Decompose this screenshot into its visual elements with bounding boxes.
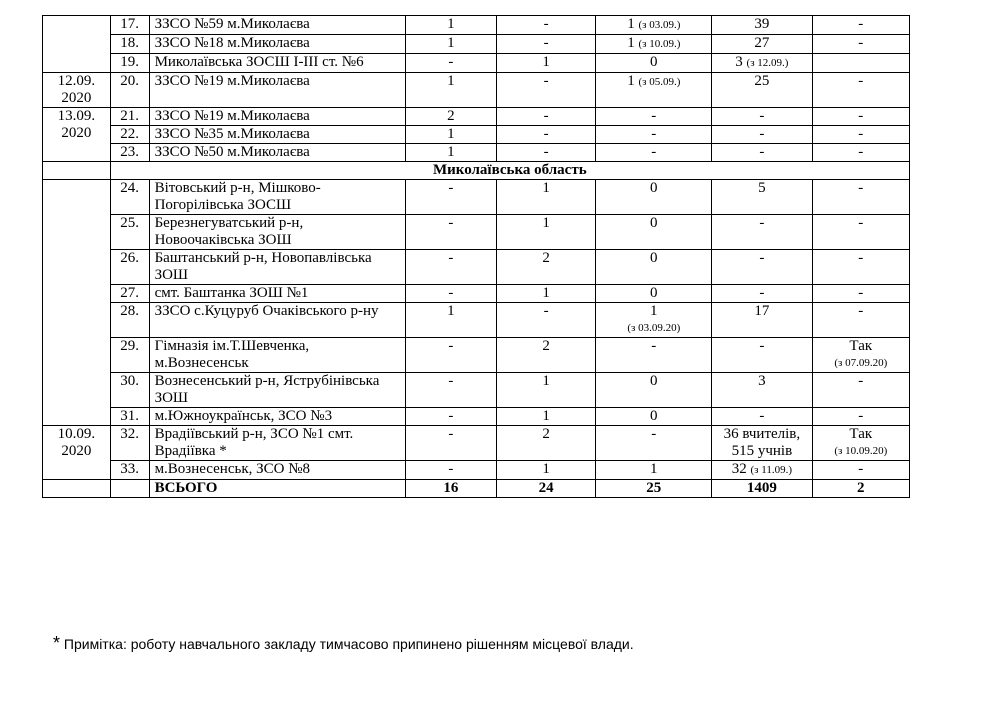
table-row: 30. Вознесенський р-н, Яструбінівська ЗОШ - 1 0 3 - <box>43 373 910 408</box>
date-cell <box>43 16 111 73</box>
table-row: 26. Баштанський р-н, Новопавлівська ЗОШ - 2 0 - - <box>43 250 910 285</box>
table-row: 28. ЗЗСО с.Куцуруб Очаківського р-ну 1 - 1 (з 03.09.20) 17 - <box>43 303 910 338</box>
table-row: 17. ЗЗСО №59 м.Миколаєва 1 - 1 (з 03.09.) 39 - <box>43 16 910 35</box>
table-row: 31. м.Южноукраїнськ, ЗСО №3 - 1 0 - - <box>43 408 910 426</box>
region-row <box>43 162 910 180</box>
table-row: 13.09. 2020 21. ЗЗСО №19 м.Миколаєва 2 - - - - <box>43 108 910 126</box>
table-row: 10.09. 2020 32. Врадіївський р-н, ЗСО №1 смт. Врадіївка * - 2 - 36 вчителів, 515 учнів Так (з 10.09.20) <box>43 426 910 461</box>
table-row: 29. Гімназія ім.Т.Шевченка, м.Вознесенськ - 2 - - Так (з 07.09.20) <box>43 338 910 373</box>
footnote-star: * <box>53 633 61 653</box>
table-row: 22. ЗЗСО №35 м.Миколаєва 1 - - - - <box>43 126 910 144</box>
date-cell: 13.09. 2020 <box>43 108 111 162</box>
table-row: 18. ЗЗСО №18 м.Миколаєва 1 - 1 (з 10.09.) 27 - <box>43 35 910 54</box>
region-title: Миколаївська область <box>110 162 909 180</box>
date-cell <box>43 180 111 426</box>
table-row: 25. Березнегуватський р-н, Новоочаківська ЗОШ - 1 0 - - <box>43 215 910 250</box>
total-row: ВСЬОГО 16 24 25 1409 2 <box>43 480 910 498</box>
footnote <box>53 633 634 654</box>
table-row: 24. Вітовський р-н, Мішково-Погорілівська ЗОСШ - 1 0 5 - <box>43 180 910 215</box>
date-cell: 12.09. 2020 <box>43 73 111 108</box>
table-row: 19. Миколаївська ЗОСШ І-ІІІ ст. №6 - 1 0 3 (з 12.09.) <box>43 54 910 73</box>
table-row: 33. м.Вознесенськ, ЗСО №8 - 1 1 32 (з 11.09.) - <box>43 461 910 480</box>
schools-table <box>42 15 910 498</box>
table-row: 27. смт. Баштанка ЗОШ №1 - 1 0 - - <box>43 285 910 303</box>
footnote-text: Примітка: роботу навчального закладу тимчасово припинено рішенням місцевої влади. <box>63 636 634 652</box>
table-row: 12.09. 2020 20. ЗЗСО №19 м.Миколаєва 1 - 1 (з 05.09.) 25 - <box>43 73 910 108</box>
date-cell: 10.09. 2020 <box>43 426 111 480</box>
table-row: 23. ЗЗСО №50 м.Миколаєва 1 - - - - <box>43 144 910 162</box>
